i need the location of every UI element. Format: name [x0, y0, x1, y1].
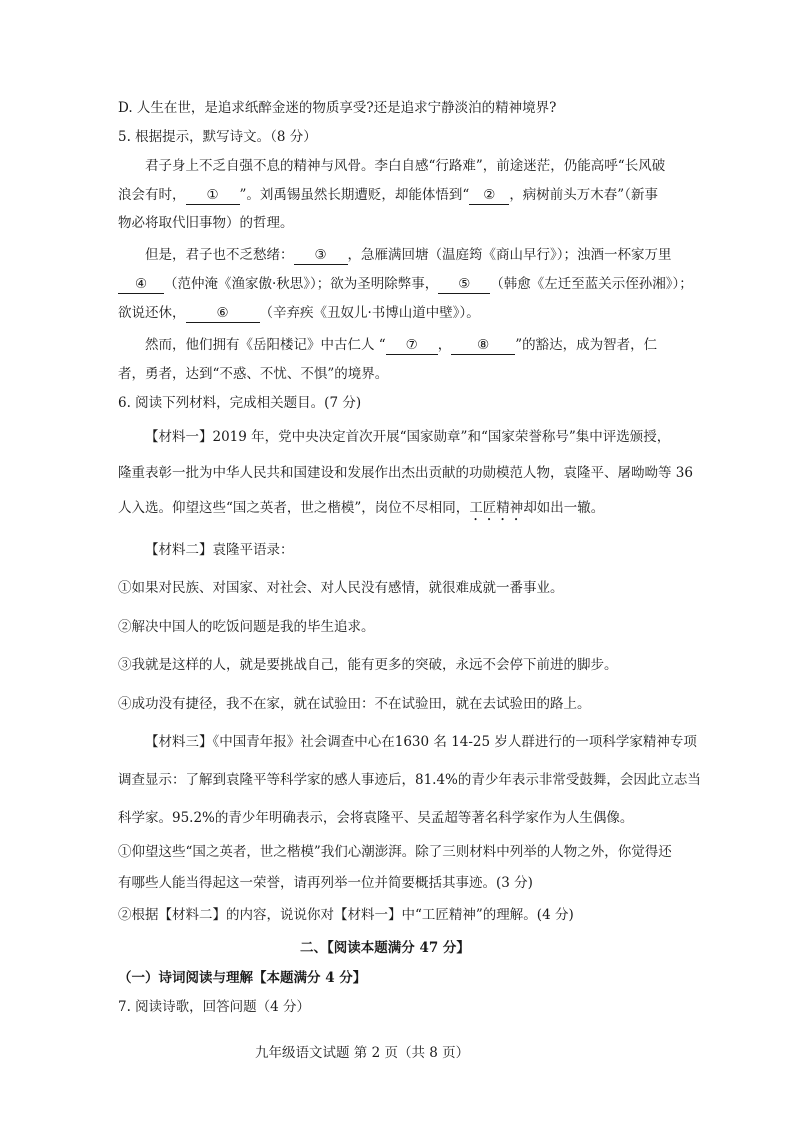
quote-3: ③我就是这样的人，就是要挑战自己，能有更多的突破，永远不会停下前进的脚步。	[118, 657, 618, 673]
section-2-heading: 二、【阅读本题满分 47 分】	[300, 940, 470, 956]
answer-blank-3[interactable]: ③	[294, 247, 348, 265]
subsection-1-heading: （一）诗词阅读与理解【本题满分 4 分】	[118, 970, 367, 986]
page-footer: 九年级语文试题 第 2 页（共 8 页）	[255, 1045, 470, 1061]
q5-text-line-6	[118, 303, 480, 323]
material-3-line-3: 科学家。95.2%的青少年明确表示，会将袁隆平、吴孟超等著名科学家作为人生偶像。	[118, 810, 634, 826]
q5-text-line-3: 物必将取代旧事物）的哲理。	[118, 215, 294, 231]
material-3-line-1: 【材料三】《中国青年报》社会调查中心在1630 名 14-25 岁人群进行的一项科学家精神专项	[145, 734, 697, 750]
sub-question-2: ②根据【材料二】的内容，说说你对【材料一】中“工匠精神”的理解。(4 分)	[118, 907, 574, 923]
emphasized-phrase: 工匠精神	[469, 500, 524, 516]
q5-text-segment: ，	[437, 337, 452, 353]
q5-text-line-5	[118, 274, 693, 294]
q5-text-segment: （韩愈《左迁至蓝关示侄孙湘》）；	[490, 276, 693, 292]
material-1-line-1: 【材料一】2019 年，党中央决定首次开展“国家勋章”和“国家荣誉称号”集中评选颁授，	[145, 429, 671, 445]
answer-blank-6[interactable]: ⑥	[186, 305, 260, 323]
q5-text-segment: ，急雁满回塘（温庭筠《商山早行》）；浊酒一杯家万里	[347, 247, 672, 263]
quote-4: ④成功没有捷径，我不在家，就在试验田：不在试验田，就在去试验田的路上。	[118, 696, 591, 712]
q5-text-segment: （范仲淹《渔家傲·秋思》）；欲为圣明除弊事，	[164, 276, 439, 292]
q5-text-line-1: 君子身上不乏自强不息的精神与风骨。李白自感“行路难”，前途迷茫，仍能高呼“长风破	[145, 158, 666, 174]
material-1-line-3	[118, 498, 604, 524]
q5-text-segment: 但是，君子也不乏愁绪：	[145, 247, 294, 263]
answer-blank-2[interactable]: ②	[469, 187, 509, 205]
quote-1: ①如果对民族、对国家、对社会、对人民没有感情，就很难成就一番事业。	[118, 580, 564, 596]
answer-blank-7[interactable]: ⑦	[386, 337, 438, 355]
q5-text-segment: 然而，他们拥有《岳阳楼记》中古仁人 “	[145, 337, 386, 353]
q5-text-line-7	[145, 335, 657, 355]
sub-question-1-line-1: ①仰望这些“国之英者，世之楷模”我们心潮澎湃。除了三则材料中列举的人物之外，你觉得还	[118, 844, 672, 860]
question-7: 7. 阅读诗歌，回答问题（4 分）	[118, 999, 311, 1015]
q5-text-segment: ，病树前头万木春”（新事	[509, 187, 658, 203]
material-3-line-2: 调查显示：了解到袁隆平等科学家的感人事迹后，81.4%的青少年表示非常受鼓舞，会因此立志当	[118, 772, 701, 788]
sub-question-1-line-2: 有哪些人能当得起这一荣誉，请再列举一位并简要概括其事迹。(3 分)	[118, 875, 533, 891]
material-1-segment: 人入选。仰望这些“国之英者，世之楷模”，岗位不尽相同，	[118, 500, 470, 516]
question-6: 6. 阅读下列材料，完成相关题目。(7 分)	[118, 395, 362, 411]
question-5: 5. 根据提示，默写诗文。（8 分）	[118, 129, 317, 145]
answer-blank-1[interactable]: ①	[186, 187, 240, 205]
q5-text-line-2	[118, 185, 658, 205]
q5-text-segment: ”。刘禹锡虽然长期遭贬，却能体悟到“	[239, 187, 470, 203]
option-d: D. 人生在世，是追求纸醉金迷的物质享受?还是追求宁静淡泊的精神境界?	[118, 100, 557, 116]
material-1-segment: 却如出一辙。	[523, 500, 605, 516]
material-1-line-2: 隆重表彰一批为中华人民共和国建设和发展作出杰出贡献的功勋模范人物，袁隆平、屠呦呦等 36	[118, 465, 693, 481]
quote-2: ②解决中国人的吃饭问题是我的毕生追求。	[118, 619, 375, 635]
material-2-heading: 【材料二】袁隆平语录：	[145, 542, 294, 558]
answer-blank-5[interactable]: ⑤	[438, 276, 490, 294]
q5-text-segment: （辛弃疾《丑奴儿·书博山道中壁》）。	[259, 305, 480, 321]
q5-text-segment: ”的豁达，成为智者，仁	[515, 337, 658, 353]
q5-text-segment: 浪会有时，	[118, 187, 186, 203]
answer-blank-4[interactable]: ④	[118, 276, 164, 294]
q5-text-line-4	[145, 245, 672, 265]
answer-blank-8[interactable]: ⑧	[451, 337, 515, 355]
q5-text-segment: 欲说还休，	[118, 305, 186, 321]
q5-text-line-8: 者，勇者，达到“不惑、不忧、不惧”的境界。	[118, 366, 389, 382]
